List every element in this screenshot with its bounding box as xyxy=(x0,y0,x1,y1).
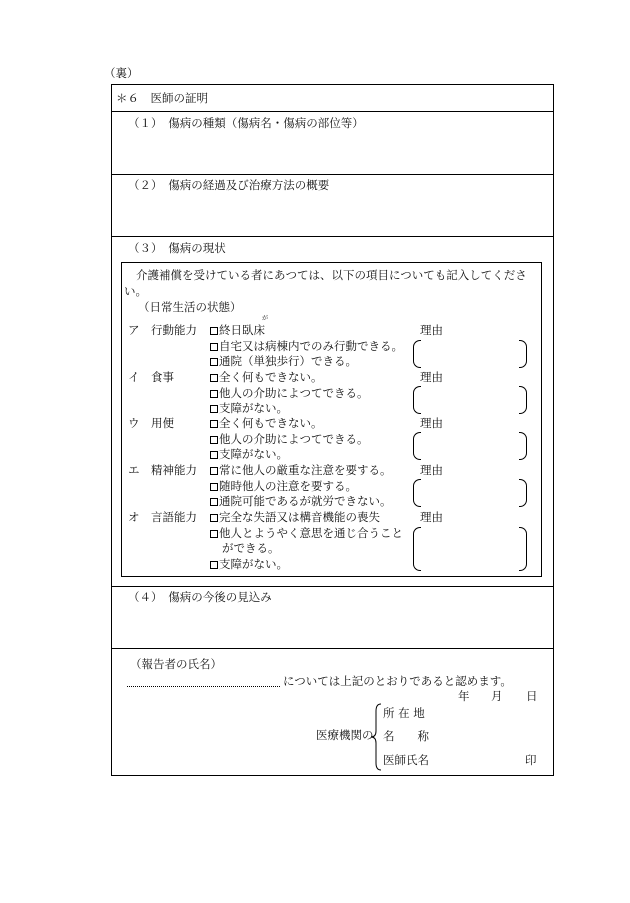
option-u2[interactable]: 他人の介助によつてできる。 xyxy=(210,434,369,446)
item-label-a: ア 行動能力 xyxy=(128,323,197,337)
care-intro-line1: 介護補償を受けている者にあつては、以下の項目についても記入してくださ xyxy=(136,268,527,282)
item-label-u: ウ 用便 xyxy=(128,416,174,430)
day-label: 日 xyxy=(526,689,538,703)
page-label: （裏） xyxy=(104,66,139,80)
reason-bracket-right xyxy=(519,432,527,460)
reason-bracket-right xyxy=(519,527,527,571)
doctor-name-label: 医師氏名 xyxy=(383,753,429,767)
item-label-e: エ 精神能力 xyxy=(128,463,197,477)
reporter-label: （報告者の氏名） xyxy=(130,657,222,671)
checkbox[interactable] xyxy=(210,451,218,459)
institution-name-label: 名 称 xyxy=(383,729,429,743)
option-e2[interactable]: 随時他人の注意を要する。 xyxy=(210,481,357,493)
row-divider xyxy=(111,111,553,112)
checkbox[interactable] xyxy=(210,374,218,382)
option-a2[interactable]: 自宅又は病棟内でのみ行動できる。 xyxy=(210,341,403,353)
option-i2[interactable]: 他人の介助によつてできる。 xyxy=(210,388,369,400)
reason-label-i: 理由 xyxy=(420,370,443,384)
reason-bracket-left xyxy=(413,432,421,460)
institution-brace xyxy=(370,703,382,771)
reason-label-a: 理由 xyxy=(420,323,443,337)
row-current-status: （３） 傷病の現状 xyxy=(128,241,226,255)
checkbox[interactable] xyxy=(210,358,218,366)
ruby-ga: が xyxy=(262,315,269,322)
option-o2[interactable]: 他人とようやく意思を通じ合うこと xyxy=(210,528,403,540)
reason-bracket-left xyxy=(413,479,421,507)
option-o2-continuation: ができる。 xyxy=(222,541,280,555)
row-divider xyxy=(111,586,553,587)
reason-bracket-left xyxy=(413,386,421,414)
option-i3[interactable]: 支障がない。 xyxy=(210,403,288,415)
option-e1[interactable]: 常に他人の厳重な注意を要する。 xyxy=(210,465,392,477)
reason-label-u: 理由 xyxy=(420,416,443,430)
checkbox[interactable] xyxy=(210,327,218,335)
checkbox[interactable] xyxy=(210,498,218,506)
reason-label-e: 理由 xyxy=(420,463,443,477)
row-divider xyxy=(111,648,553,649)
option-o1[interactable]: 完全な失語又は構音機能の喪失 xyxy=(210,512,380,524)
option-a1[interactable]: 終日臥床 xyxy=(210,325,265,337)
option-u1[interactable]: 全く何もできない。 xyxy=(210,418,323,430)
option-o3[interactable]: 支障がない。 xyxy=(210,559,288,571)
item-label-o: オ 言語能力 xyxy=(128,510,197,524)
checkbox[interactable] xyxy=(210,514,218,522)
row-divider xyxy=(111,174,553,175)
option-e3[interactable]: 通院可能であるが就労できない。 xyxy=(210,496,392,508)
option-a3[interactable]: 通院（単独歩行）できる。 xyxy=(210,356,357,368)
care-intro-line2: い。 xyxy=(124,284,147,298)
reason-bracket-right xyxy=(519,386,527,414)
month-label: 月 xyxy=(491,689,503,703)
reporter-name-line[interactable] xyxy=(127,686,280,687)
reason-bracket-right xyxy=(519,340,527,368)
year-label: 年 xyxy=(458,689,470,703)
certification-statement: については上記のとおりであると認めます。 xyxy=(283,674,512,688)
checkbox[interactable] xyxy=(210,561,218,569)
row-divider xyxy=(111,236,553,237)
checkbox[interactable] xyxy=(210,343,218,351)
reason-bracket-left xyxy=(413,340,421,368)
checkbox[interactable] xyxy=(210,405,218,413)
reason-bracket-right xyxy=(519,479,527,507)
daily-life-subheading: （日常生活の状態） xyxy=(138,300,242,314)
option-i1[interactable]: 全く何もできない。 xyxy=(210,372,323,384)
item-label-i: イ 食事 xyxy=(128,370,174,384)
checkbox[interactable] xyxy=(210,436,218,444)
checkbox[interactable] xyxy=(210,483,218,491)
checkbox[interactable] xyxy=(210,420,218,428)
row-injury-type: （１） 傷病の種類（傷病名・傷病の部位等） xyxy=(128,116,364,130)
address-label: 所 在 地 xyxy=(383,706,425,720)
checkbox[interactable] xyxy=(210,530,218,538)
checkbox[interactable] xyxy=(210,390,218,398)
seal-mark: 印 xyxy=(525,753,537,767)
reason-bracket-left xyxy=(413,527,421,571)
section-title: ＊６ 医師の証明 xyxy=(116,91,208,105)
reason-label-o: 理由 xyxy=(420,510,443,524)
row-treatment-summary: （２） 傷病の経過及び治療方法の概要 xyxy=(128,178,330,192)
row-prognosis: （４） 傷病の今後の見込み xyxy=(128,590,272,604)
institution-label: 医療機関の xyxy=(316,728,374,742)
option-u3[interactable]: 支障がない。 xyxy=(210,449,288,461)
checkbox[interactable] xyxy=(210,467,218,475)
